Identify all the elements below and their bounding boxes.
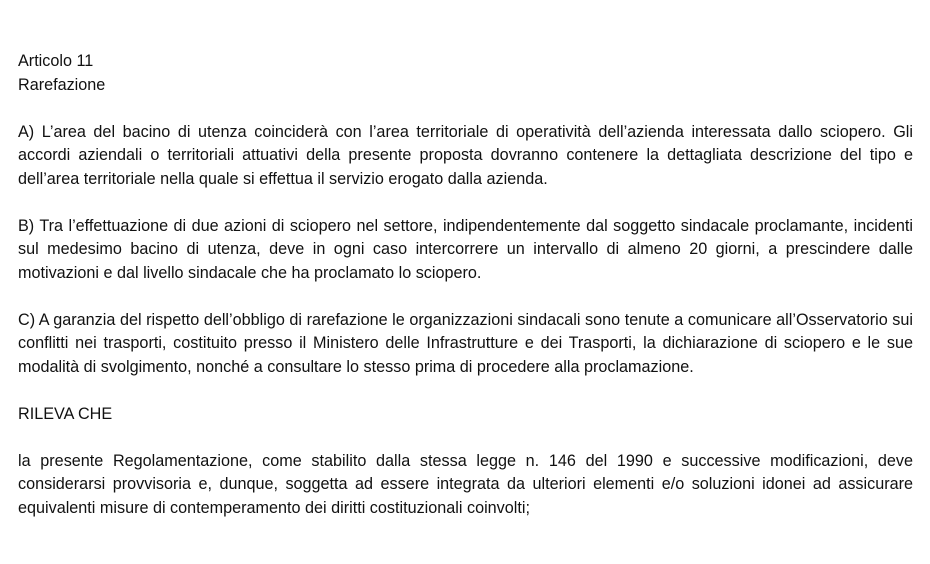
article-title: Rarefazione	[18, 75, 106, 94]
paragraph-a: A) L’area del bacino di utenza coinciderà con l’area territoriale di operatività dell’azienda interessata dallo sciopero. Gli accordi aziendali o territoriali attuativi della presente proposta dovranno contenere la dettagliata descrizione del tipo e dell’area territoriale nella quale si effettua il servizio erogato dalla azienda.	[18, 122, 913, 188]
paragraph-b: B) Tra l’effettuazione di due azioni di sciopero nel settore, indipendentemente dal soggetto sindacale proclamante, incidenti sul medesimo bacino di utenza, deve in ogni caso intercorrere un intervallo di almeno 20 giorni, a prescindere dalle motivazioni e dal livello sindacale che ha proclamato lo sciopero.	[18, 216, 913, 282]
spacer	[18, 97, 913, 121]
article-number: Articolo 11	[18, 52, 94, 70]
document-body	[18, 50, 913, 520]
rileva-heading: RILEVA CHE	[18, 404, 113, 423]
spacer	[18, 191, 913, 215]
spacer	[18, 285, 913, 309]
spacer	[18, 426, 913, 450]
rileva-paragraph: la presente Regolamentazione, come stabilito dalla stessa legge n. 146 del 1990 e successive modificazioni, deve considerarsi provvisoria e, dunque, soggetta ad essere integrata da ulteriori elementi e/o soluzioni idonei ad assicurare equivalenti misure di contemperamento dei diritti costituzionali coinvolti;	[18, 451, 913, 517]
paragraph-c: C) A garanzia del rispetto dell’obbligo di rarefazione le organizzazioni sindacali sono tenute a comunicare all’Osservatorio sui conflitti nei trasporti, costituito presso il Ministero delle Infrastrutture e dei Trasporti, la dichiarazione di sciopero e le sue modalità di svolgimento, nonché a consultare lo stesso prima di procedere alla proclamazione.	[18, 310, 913, 376]
spacer	[18, 379, 913, 403]
